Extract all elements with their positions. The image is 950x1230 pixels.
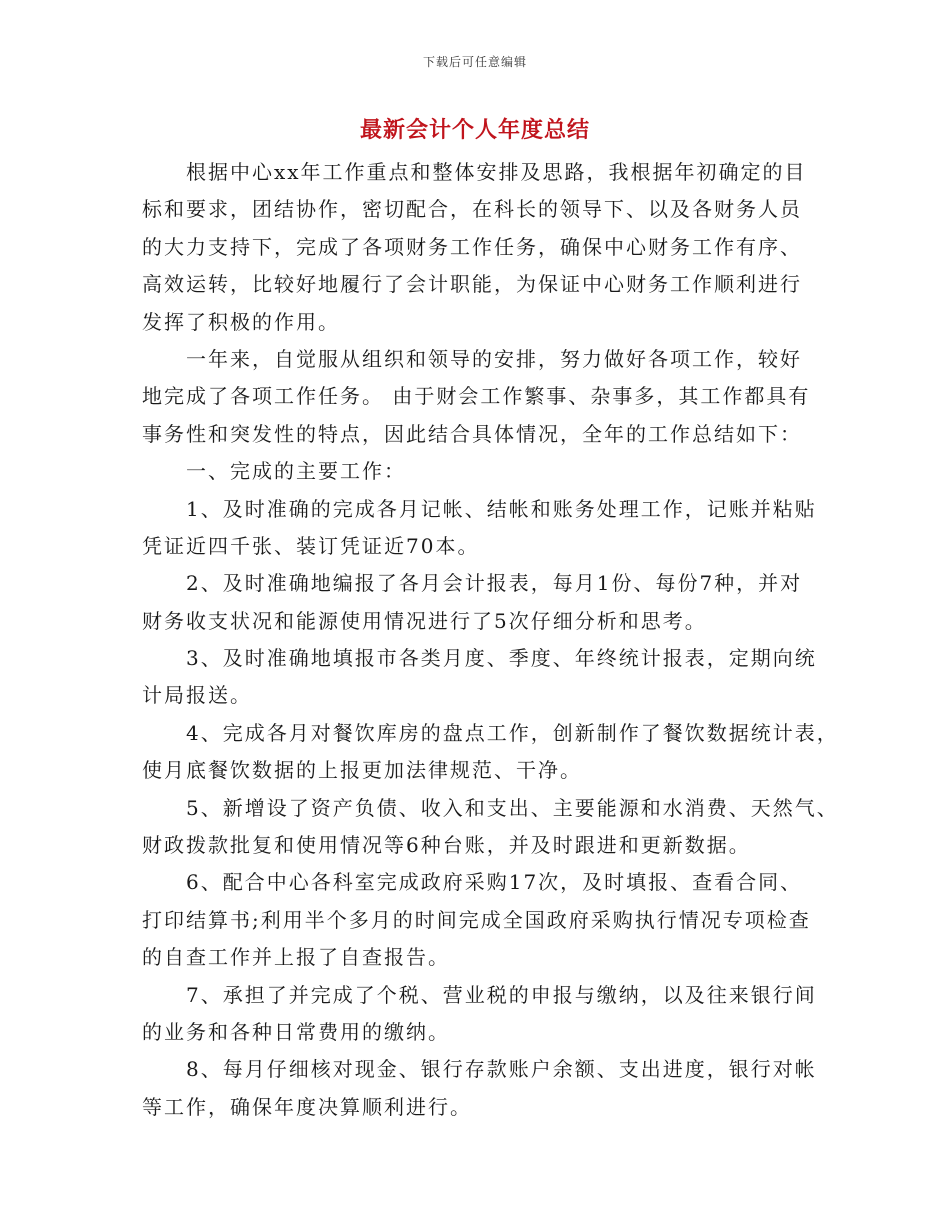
paragraph-line: 8、每月仔细核对现金、银行存款账户余额、支出进度，银行对帐 (186, 1057, 817, 1082)
paragraph-line: 凭证近四千张、装订凭证近70本。 (142, 533, 480, 558)
paragraph-line: 事务性和突发性的特点，因此结合具体情况，全年的工作总结如下： (142, 421, 802, 446)
paragraph (142, 977, 822, 1052)
paragraph (142, 341, 822, 453)
paragraph (142, 154, 822, 341)
paragraph-line: 地完成了各项工作任务。 由于财会工作繁事、杂事多，其工作都具有 (142, 384, 811, 409)
paragraph (142, 864, 822, 976)
paragraph-line: 3、及时准确地填报市各类月度、季度、年终统计报表，定期向统 (186, 646, 817, 671)
paragraph-line: 4、完成各月对餐饮库房的盘点工作，创新制作了餐饮数据统计表， (186, 720, 839, 745)
paragraph (142, 565, 822, 640)
paragraph-line: 使月底餐饮数据的上报更加法律规范、干净。 (142, 758, 582, 783)
paragraph-line: 标和要求，团结协作，密切配合，在科长的领导下、以及各财务人员 (142, 197, 802, 222)
paragraph-line: 5、新增设了资产负债、收入和支出、主要能源和水消费、天然气、 (186, 795, 839, 820)
paragraph-line: 发挥了积极的作用。 (142, 309, 340, 334)
paragraph-line: 财政拨款批复和使用情况等6种台账，并及时跟进和更新数据。 (142, 833, 751, 858)
paragraph-line: 6、配合中心各科室完成政府采购17次，及时填报、查看合同、 (186, 870, 803, 895)
paragraph (142, 715, 839, 790)
paragraph-line: 的自查工作并上报了自查报告。 (142, 945, 450, 970)
paragraph (142, 491, 822, 566)
paragraph-line: 根据中心xx年工作重点和整体安排及思路，我根据年初确定的目 (186, 160, 807, 184)
paragraph-line: 7、承担了并完成了个税、营业税的申报与缴纳，以及往来银行间 (186, 982, 817, 1007)
paragraph (142, 640, 822, 715)
paragraph-line: 打印结算书;利用半个多月的时间完成全国政府采购执行情况专项检查 (142, 907, 811, 932)
paragraph-line: 高效运转，比较好地履行了会计职能，为保证中心财务工作顺利进行 (142, 272, 802, 297)
paragraph-line: 财务收支状况和能源使用情况进行了5次仔细分析和思考。 (142, 608, 707, 633)
paragraph (142, 453, 822, 490)
paragraph (142, 790, 839, 865)
paragraph (142, 1051, 822, 1126)
paragraph-line: 一年来，自觉服从组织和领导的安排，努力做好各项工作，较好 (186, 346, 802, 371)
document-body (142, 154, 839, 1126)
paragraph-line: 的业务和各种日常费用的缴纳。 (142, 1019, 450, 1044)
paragraph-line: 的大力支持下，完成了各项财务工作任务，确保中心财务工作有序、 (142, 234, 802, 259)
paragraph-line: 计局报送。 (142, 683, 252, 708)
paragraph-line: 2、及时准确地编报了各月会计报表，每月1份、每份7种，并对 (186, 571, 803, 596)
paragraph-line: 1、及时准确的完成各月记帐、结帐和账务处理工作，记账并粘贴 (186, 496, 817, 521)
paragraph-line: 一、完成的主要工作： (186, 459, 406, 484)
document-title: 最新会计个人年度总结 (359, 117, 590, 143)
page-header-note: 下载后可任意编辑 (422, 55, 527, 69)
paragraph-line: 等工作，确保年度决算顺利进行。 (142, 1094, 472, 1119)
